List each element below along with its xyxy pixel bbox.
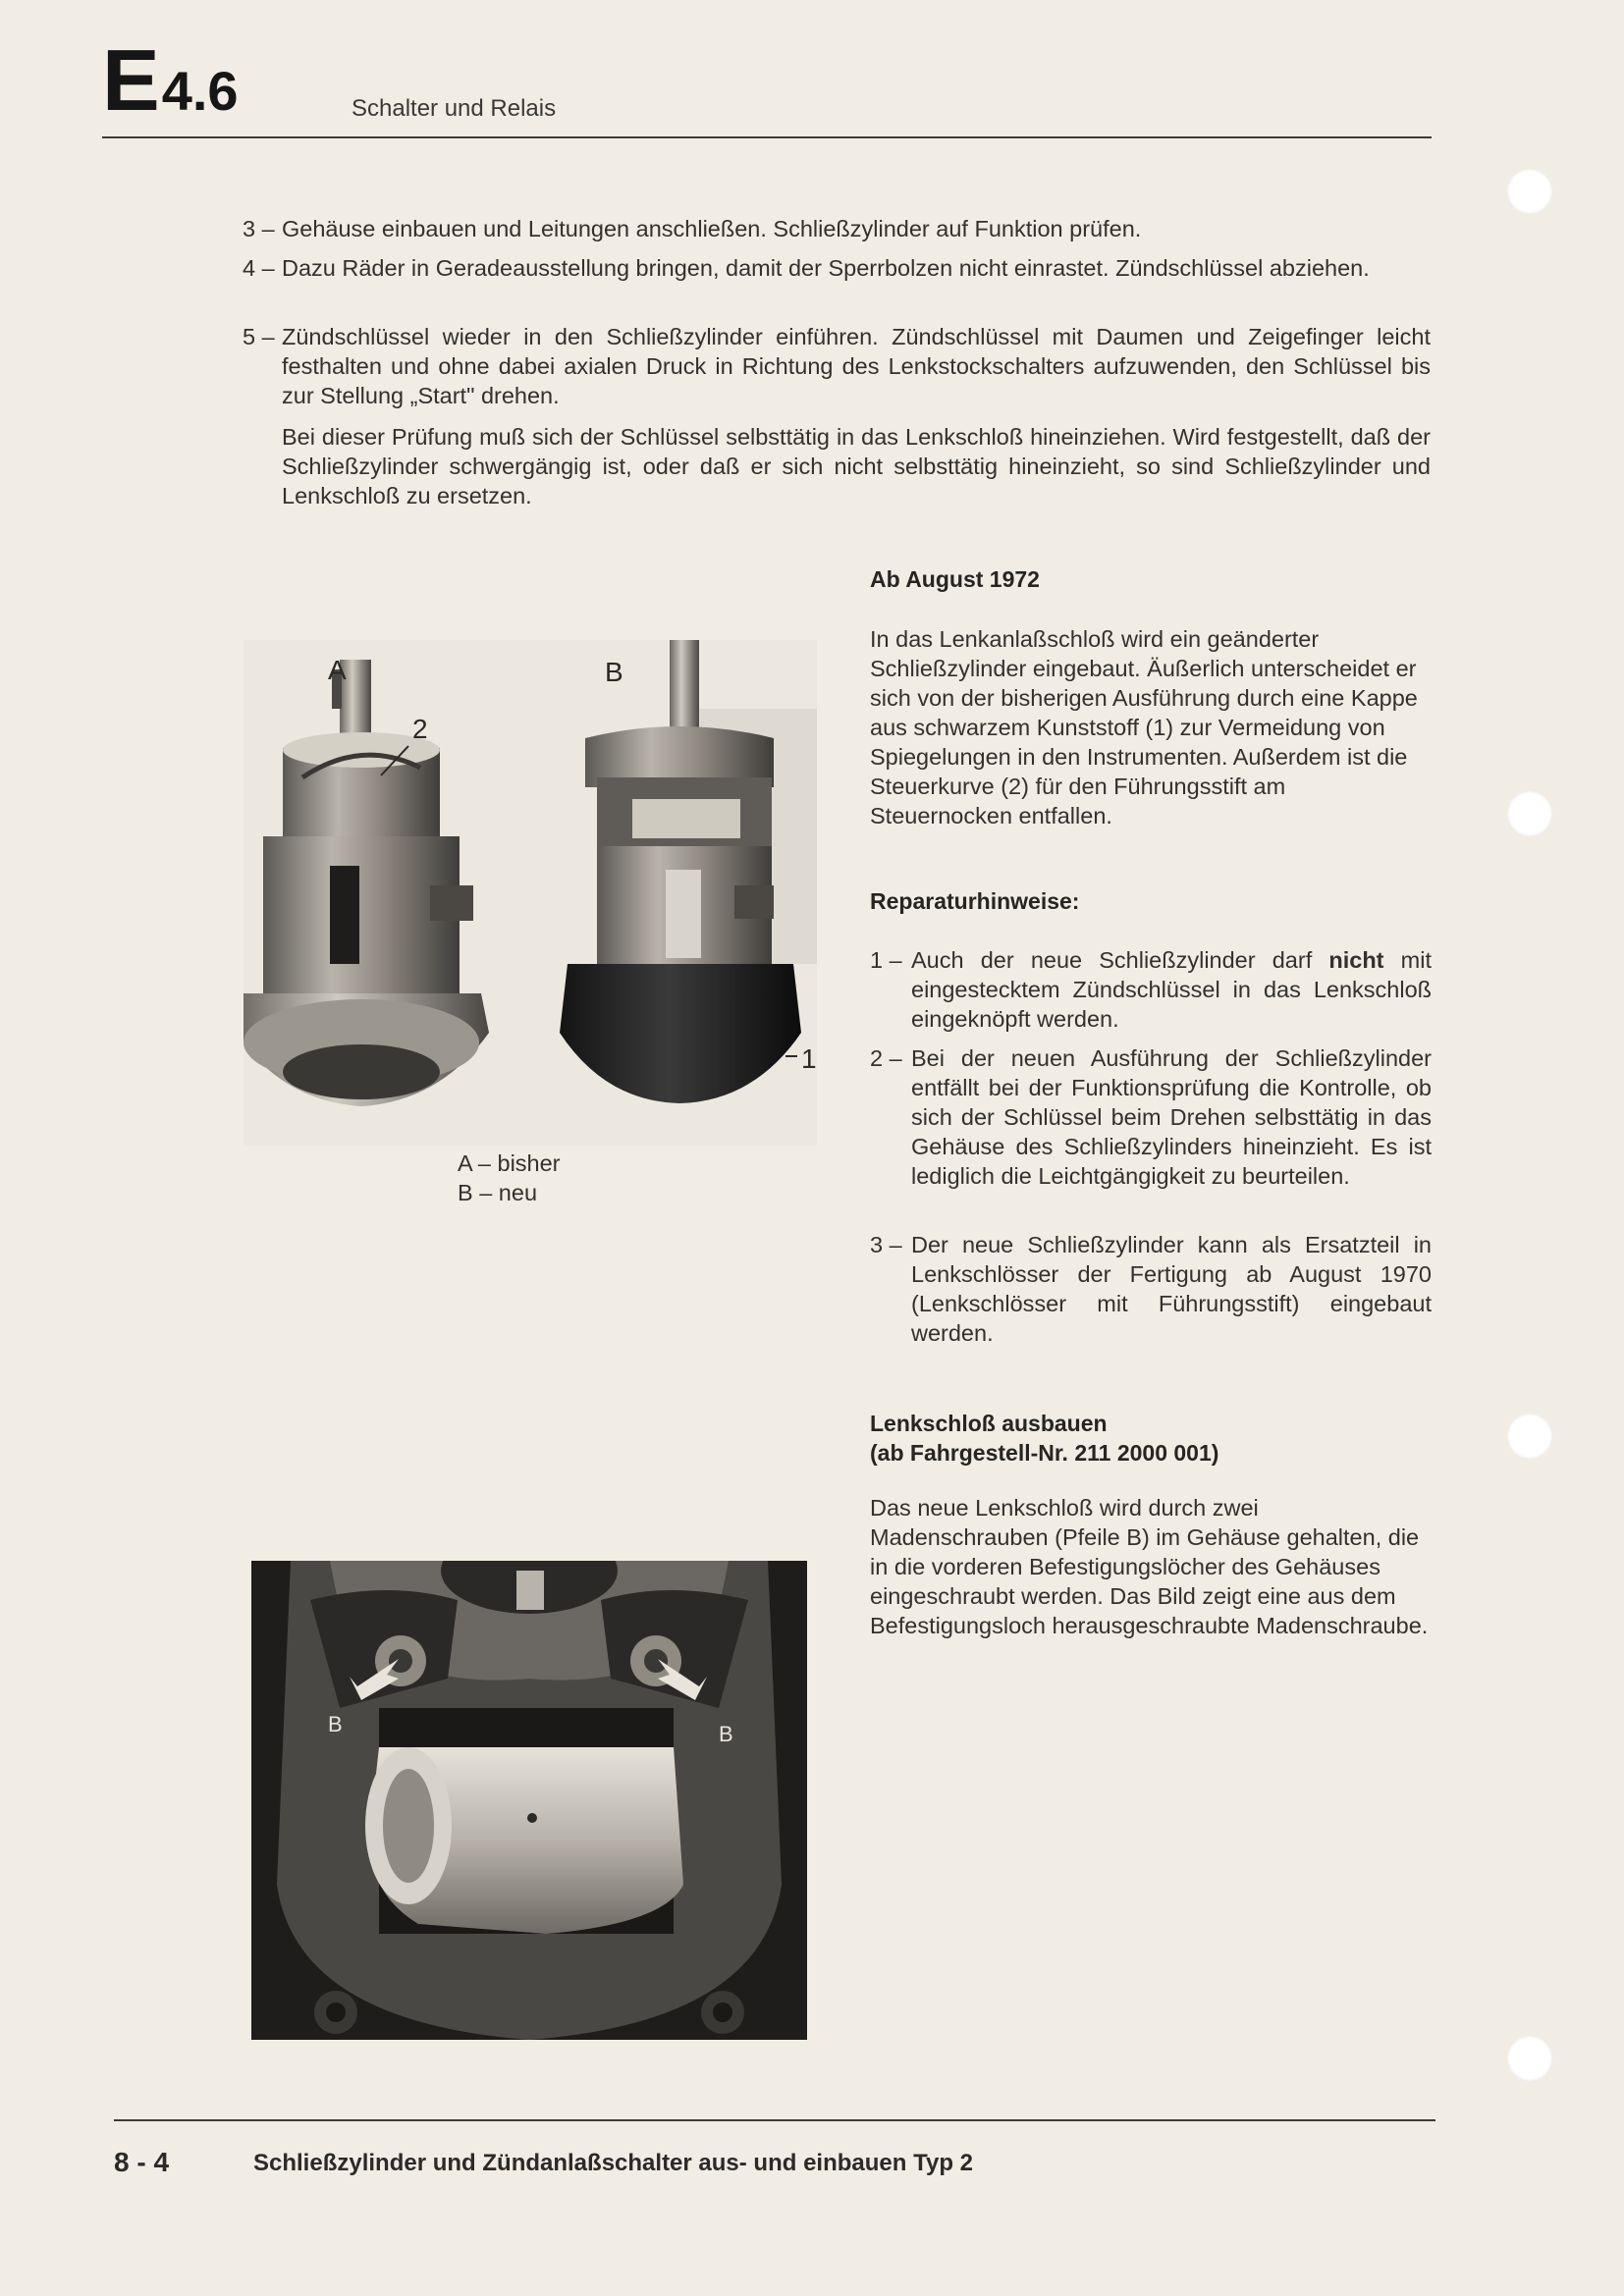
repair-number: 3 – xyxy=(870,1232,902,1257)
removal-heading xyxy=(870,1409,1432,1468)
section-code xyxy=(102,31,239,129)
section-letter: E xyxy=(102,31,158,129)
arrow-label-left: B xyxy=(328,1712,343,1736)
step-number: 4 – xyxy=(243,255,275,281)
figure-label-a: A xyxy=(328,655,347,685)
august-text: In das Lenkanlaßschloß wird ein geänderter Schließzylinder eingebaut. Äußerlich unterscheidet er sich von der bisherigen Ausführung durch eine Kappe aus schwarzem Kunststoff (1) zur Vermeidung von Spiegelungen in den Instrumenten. Außerdem ist die Steuerkurve (2) für den Führungsstift am Steuernocken entfallen. xyxy=(870,626,1418,828)
page-number: 8 - 4 xyxy=(114,2147,170,2177)
repair-text: Der neue Schließzylinder kann als Ersatzteil in Lenkschlösser der Fertigung ab August 1970 (Lenkschlösser mit Führungsstift) eingebaut werden. xyxy=(911,1232,1432,1346)
repair-item xyxy=(870,1043,1432,1191)
august-heading: Ab August 1972 xyxy=(870,566,1040,592)
repair-number: 1 – xyxy=(870,947,902,973)
step-number: 3 – xyxy=(243,216,275,241)
step-item xyxy=(243,214,1431,243)
header-rule xyxy=(102,136,1432,138)
repair-text-part: Auch der neue Schließzylinder darf xyxy=(911,947,1329,973)
footer-rule xyxy=(114,2119,1435,2121)
repair-number: 2 – xyxy=(870,1045,902,1071)
steering-lock-housing-photo xyxy=(251,1561,807,2040)
step-text: Gehäuse einbauen und Leitungen anschließen. Schließzylinder auf Funktion prüfen. xyxy=(282,216,1142,241)
step-number: 5 – xyxy=(243,324,275,349)
repair-heading: Reparaturhinweise: xyxy=(870,888,1080,914)
caption-a: A – bisher xyxy=(458,1150,561,1176)
removal-heading-line2: (ab Fahrgestell-Nr. 211 2000 001) xyxy=(870,1440,1219,1466)
removal-text: Das neue Lenkschloß wird durch zwei Madenschrauben (Pfeile B) im Gehäuse gehalten, die in die vorderen Befestigungslöcher des Gehäuses eingeschraubt werden. Das Bild zeigt eine aus dem Befestigungsloch herausgeschraubte Madenschraube. xyxy=(870,1495,1429,1638)
removal-heading-line1: Lenkschloß ausbauen xyxy=(870,1411,1108,1436)
section-title: Schalter und Relais xyxy=(352,95,557,122)
section-number: 4.6 xyxy=(161,60,239,122)
punch-hole xyxy=(1507,791,1552,836)
callout-1: 1 xyxy=(801,1043,817,1074)
repair-item xyxy=(870,945,1432,1034)
punch-hole xyxy=(1507,2036,1552,2081)
footer-title: Schließzylinder und Zündanlaßschalter aus- und einbauen Typ 2 xyxy=(253,2150,973,2176)
lock-cylinder-photo xyxy=(244,640,817,1146)
step-text: Zündschlüssel wieder in den Schließzylinder einführen. Zündschlüssel mit Daumen und Zeigefinger leicht festhalten und ohne dabei axialen Druck in Richtung des Lenkstockschalters aufzuwenden, den Schlüssel bis zur Stellung „Start" drehen. xyxy=(282,324,1431,408)
punch-hole xyxy=(1507,169,1552,214)
repair-text-part: mit eingestecktem Zündschlüssel in das Lenkschloß eingeknöpft werden. xyxy=(911,947,1432,1032)
repair-text xyxy=(911,945,1432,1034)
figure-caption xyxy=(458,1148,561,1207)
step-item xyxy=(243,253,1431,283)
repair-text: Bei der neuen Ausführung der Schließzylinder entfällt bei der Funktionsprüfung die Kontrolle, ob sich der Schlüssel beim Drehen selbsttätig in das Gehäuse des Schließzylinders hineinzieht. Es ist lediglich die Leichtgängigkeit zu beurteilen. xyxy=(911,1045,1432,1189)
step-text: Dazu Räder in Geradeausstellung bringen, damit der Sperrbolzen nicht einrastet. Zündschlüssel abziehen. xyxy=(282,255,1370,281)
repair-item xyxy=(870,1230,1432,1348)
repair-text-emphasis: nicht xyxy=(1328,947,1384,973)
check-paragraph: Bei dieser Prüfung muß sich der Schlüssel selbsttätig in das Lenkschloß hineinziehen. Wird festgestellt, daß der Schließzylinder schwergängig ist, oder daß er sich nicht selbsttätig hineinzieht, so sind Schließzylinder und Lenkschloß zu ersetzen. xyxy=(282,424,1431,508)
caption-b: B – neu xyxy=(458,1180,538,1205)
punch-hole xyxy=(1507,1414,1552,1459)
step-item xyxy=(243,322,1431,410)
figure-label-b: B xyxy=(605,657,623,687)
callout-2: 2 xyxy=(412,714,428,744)
arrow-label-right: B xyxy=(719,1722,733,1746)
